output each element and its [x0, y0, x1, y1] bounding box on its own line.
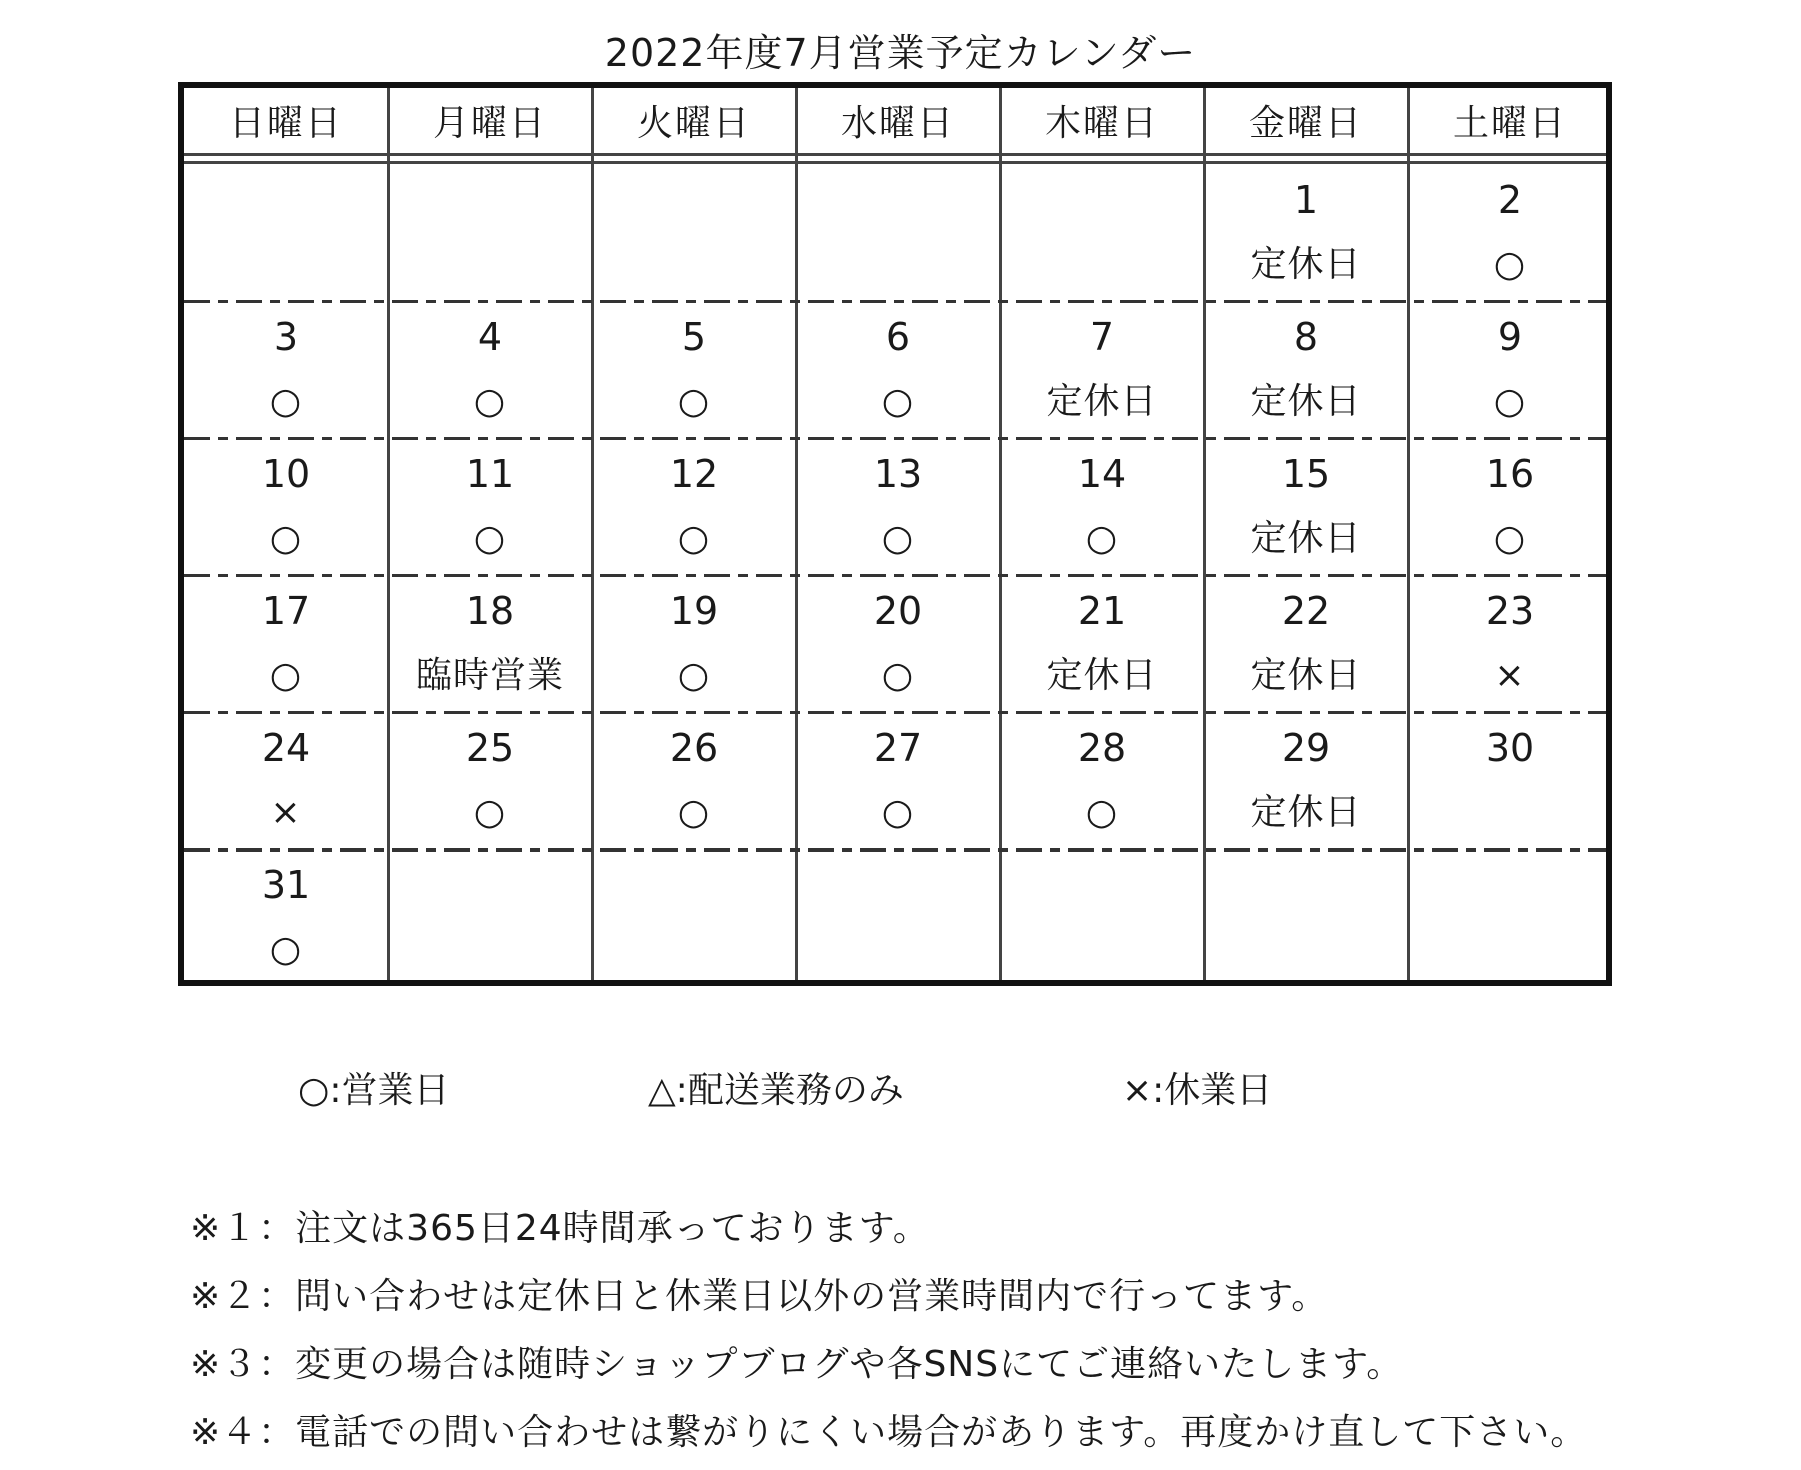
day-cell: [592, 438, 796, 575]
day-cell: [1000, 575, 1204, 712]
weekday-header: 火曜日: [636, 103, 751, 144]
weekday-header: 水曜日: [840, 103, 955, 144]
day-cell: [1408, 438, 1612, 575]
day-cell: [184, 712, 388, 849]
day-cell: [1408, 712, 1612, 849]
day-number: 11: [465, 452, 515, 496]
day-status: ○: [269, 929, 303, 970]
day-number: 12: [669, 452, 719, 496]
day-status: 定休日: [1046, 381, 1158, 422]
day-number: 8: [1293, 315, 1319, 359]
weekday-header: 木曜日: [1044, 103, 1159, 144]
day-number: 30: [1485, 726, 1535, 770]
day-status: ○: [1493, 518, 1527, 559]
day-number: 6: [885, 315, 911, 359]
day-cell: [592, 712, 796, 849]
day-status: 臨時営業: [415, 655, 564, 696]
day-cell: [1000, 849, 1204, 986]
day-status: 定休日: [1250, 244, 1362, 285]
day-number: 15: [1281, 452, 1331, 496]
day-status: ○: [473, 792, 507, 833]
weekday-header: 金曜日: [1248, 103, 1363, 144]
day-cell: [184, 301, 388, 438]
day-number: 23: [1485, 589, 1535, 633]
note-2: ※２：問い合わせは定休日と休業日以外の営業時間内で行ってます。: [190, 1276, 1329, 1317]
day-status: ○: [881, 792, 915, 833]
day-cell: [1408, 301, 1612, 438]
calendar-table: [178, 82, 1612, 986]
day-cell: [1204, 575, 1408, 712]
day-number: 19: [669, 589, 719, 633]
day-status: ×: [270, 792, 302, 833]
day-cell: [184, 438, 388, 575]
day-cell: [1408, 849, 1612, 986]
day-number: 26: [669, 726, 719, 770]
weekday-header: 日曜日: [228, 103, 343, 144]
day-status: 定休日: [1250, 518, 1362, 559]
day-cell: [388, 575, 592, 712]
day-number: 3: [273, 315, 299, 359]
day-status: ○: [473, 518, 507, 559]
day-status: 定休日: [1250, 655, 1362, 696]
day-cell: [1408, 164, 1612, 301]
day-number: 9: [1497, 315, 1523, 359]
day-number: 16: [1485, 452, 1535, 496]
note-1: ※１：注文は365日24時間承っております。: [190, 1208, 930, 1249]
note-4: ※４：電話での問い合わせは繋がりにくい場合があります。再度かけ直して下さい。: [190, 1412, 1588, 1453]
day-cell: [592, 164, 796, 301]
day-status: 定休日: [1250, 792, 1362, 833]
day-number: 17: [261, 589, 311, 633]
day-cell: [1204, 301, 1408, 438]
day-cell: [184, 575, 388, 712]
day-cell: [796, 164, 1000, 301]
day-status: ○: [473, 381, 507, 422]
day-status: ○: [269, 655, 303, 696]
day-cell: [1000, 301, 1204, 438]
weekday-header: 月曜日: [432, 103, 547, 144]
legend-open: ○:営業日: [298, 1070, 450, 1111]
day-status: ○: [677, 655, 711, 696]
day-status: ○: [881, 655, 915, 696]
day-number: 2: [1497, 178, 1523, 222]
day-cell: [1204, 849, 1408, 986]
day-status: ○: [269, 381, 303, 422]
day-status: ○: [881, 518, 915, 559]
day-cell: [592, 301, 796, 438]
day-status: ○: [881, 381, 915, 422]
day-status: ○: [1493, 244, 1527, 285]
day-number: 7: [1089, 315, 1115, 359]
day-number: 22: [1281, 589, 1331, 633]
day-status: ○: [269, 518, 303, 559]
day-number: 1: [1293, 178, 1319, 222]
day-number: 10: [261, 452, 311, 496]
day-cell: [388, 849, 592, 986]
day-status: ○: [1493, 381, 1527, 422]
day-cell: [592, 849, 796, 986]
day-status: 定休日: [1250, 381, 1362, 422]
day-cell: [796, 712, 1000, 849]
note-3: ※３：変更の場合は随時ショップブログや各SNSにてご連絡いたします。: [190, 1344, 1404, 1385]
day-cell: [796, 438, 1000, 575]
day-cell: [388, 438, 592, 575]
day-number: 4: [477, 315, 503, 359]
day-cell: [388, 301, 592, 438]
day-status: ○: [677, 381, 711, 422]
day-number: 20: [873, 589, 923, 633]
day-cell: [1408, 575, 1612, 712]
page-title: 2022年度7月営業予定カレンダー: [604, 31, 1197, 75]
day-cell: [184, 164, 388, 301]
day-status: ○: [1085, 518, 1119, 559]
day-cell: [796, 301, 1000, 438]
day-status: 定休日: [1046, 655, 1158, 696]
day-status: ○: [1085, 792, 1119, 833]
day-number: 29: [1281, 726, 1331, 770]
day-cell: [184, 849, 388, 986]
day-number: 31: [261, 863, 311, 907]
day-number: 13: [873, 452, 923, 496]
day-cell: [796, 849, 1000, 986]
day-cell: [1000, 712, 1204, 849]
legend-delivery: △:配送業務のみ: [648, 1070, 904, 1111]
day-number: 5: [681, 315, 707, 359]
header-divider: [184, 153, 1606, 156]
day-status: ×: [1494, 655, 1526, 696]
day-number: 25: [465, 726, 515, 770]
day-cell: [1000, 164, 1204, 301]
day-number: 28: [1077, 726, 1127, 770]
day-cell: [592, 575, 796, 712]
day-status: ○: [677, 792, 711, 833]
day-number: 27: [873, 726, 923, 770]
day-cell: [796, 575, 1000, 712]
day-status: ○: [677, 518, 711, 559]
day-cell: [1204, 164, 1408, 301]
legend-closed: ×:休業日: [1122, 1070, 1273, 1111]
day-cell: [388, 164, 592, 301]
day-number: 24: [261, 726, 311, 770]
day-cell: [1204, 712, 1408, 849]
day-cell: [388, 712, 592, 849]
day-number: 18: [465, 589, 515, 633]
day-number: 21: [1077, 589, 1127, 633]
day-number: 14: [1077, 452, 1127, 496]
day-cell: [1204, 438, 1408, 575]
weekday-header: 土曜日: [1452, 103, 1567, 144]
day-cell: [1000, 438, 1204, 575]
